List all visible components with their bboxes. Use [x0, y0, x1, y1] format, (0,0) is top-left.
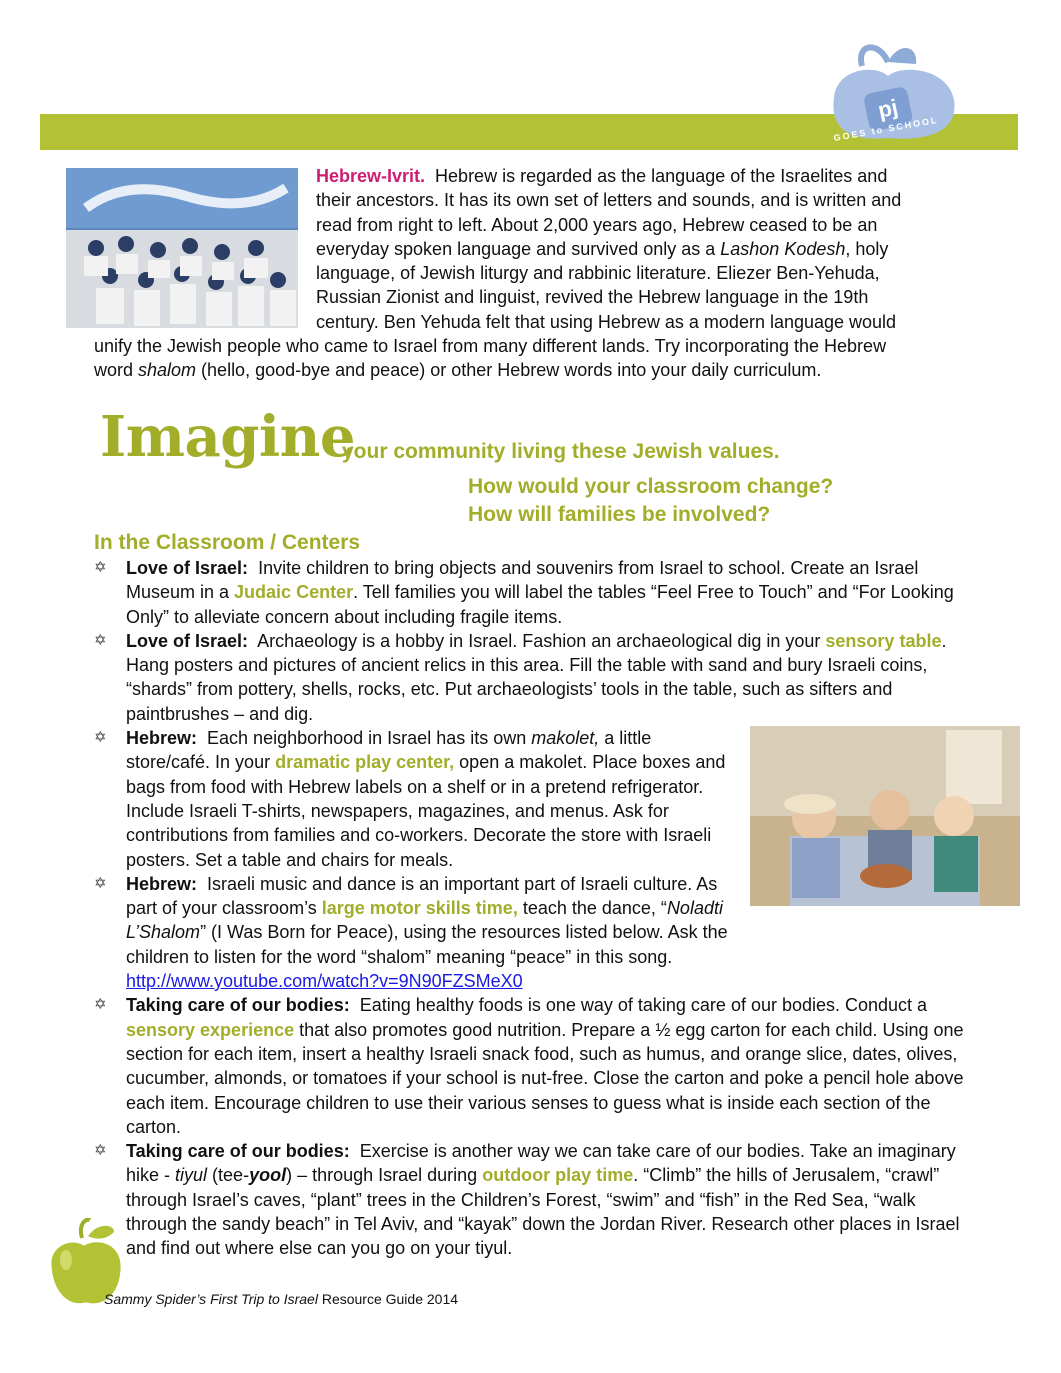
item-text: Each neighborhood in Israel has its own — [207, 728, 532, 749]
item-text: . “Climb” the hills of Jerusalem, “crawl” through Israel’s caves, “plant” trees in the Children’s Forest, “swim” and “fish” in the Red Sea, “walk through the sandy beach” in Tel Aviv, and “kayak” down the Jordan River. Research other places in Israel and find out where else can you go on your tiyul. — [126, 1165, 960, 1259]
footer-rest: Resource Guide 2014 — [317, 1291, 459, 1307]
list-item — [94, 556, 974, 629]
judaic-center-highlight: Judaic Center — [234, 582, 354, 603]
dramatic-play-center-highlight: dramatic play center, — [275, 752, 455, 773]
photo-israel-celebration — [66, 168, 298, 328]
item-text: ) – through Israel during — [286, 1165, 483, 1186]
logo-tagline: GOES to SCHOOL — [832, 114, 940, 144]
item-text: a little store/café. In your — [126, 728, 652, 773]
star-of-david-icon: ✡ — [94, 559, 107, 576]
book-title: Sammy Spider’s First Trip to Israel — [104, 1291, 318, 1307]
item-text: Invite children to bring objects and souvenirs from Israel to school. Create an Israel Museum in a — [126, 558, 919, 603]
sensory-table-highlight: sensory table — [825, 630, 942, 651]
logo-letters: pj — [875, 94, 901, 123]
large-motor-skills-highlight: large motor skills time, — [321, 898, 518, 919]
item-label: Taking care of our bodies: — [126, 1141, 350, 1162]
makolet-term: makolet, — [531, 728, 600, 749]
footer-text — [104, 1291, 458, 1307]
hebrew-line-9-start: word — [94, 360, 139, 381]
hebrew-line-4: everyday spoken language and survived only as a — [316, 238, 721, 259]
item-text: Eating healthy foods is one way of taking care of our bodies. Conduct a — [359, 995, 928, 1016]
hebrew-line-8: unify the Jewish people who came to Israel from many different lands. Try incorporating the Hebrew — [94, 336, 887, 356]
item-text: ” (I Was Born for Peace), using the resources listed below. Ask the children to listen for the word “shalom” meaning “peace” in this song. — [126, 922, 728, 967]
hebrew-paragraph-full — [94, 334, 994, 383]
imagine-line-2: How would your classroom change? — [468, 475, 834, 498]
noladti-lshalom-term: Noladti L’Shalom — [126, 898, 723, 943]
celebration-photo-icon — [66, 168, 298, 328]
item-text: . Tell families you will label the tables “Feel Free to Touch” and “For Looking Only” to alleviate concern about including fragile items. — [126, 582, 954, 627]
item-text: that also promotes good nutrition. Prepare a ½ egg carton for each child. Using one section for each item, insert a healthy Israeli snack food, such as humus, and orange slice, dates, olives, cucumber, almonds, or tomatoes if your school is nut-free. Close the carton and poke a pencil hole above each item. Encourage children to use their various senses to guess what is inside each section of the carton. — [126, 1019, 964, 1137]
lashon-kodesh-term: Lashon Kodesh — [720, 238, 846, 259]
star-of-david-icon: ✡ — [94, 874, 107, 892]
list-item — [94, 629, 974, 726]
pj-goes-to-school-logo — [826, 38, 966, 148]
hebrew-title: Hebrew-Ivrit. — [316, 166, 426, 186]
hebrew-line-9-end: (hello, good-bye and peace) or other Hebrew words into your daily curriculum. — [196, 360, 822, 381]
hebrew-line-7: century. Ben Yehuda felt that using Hebrew as a modern language would — [316, 311, 897, 332]
hebrew-line-1: Hebrew is regarded as the language of the Israelites and — [435, 166, 888, 186]
classroom-list — [94, 556, 974, 1261]
list-item — [94, 726, 736, 872]
sensory-experience-highlight: sensory experience — [126, 1019, 295, 1040]
tiyul-term: tiyul — [175, 1165, 208, 1186]
star-of-david-icon: ✡ — [94, 729, 107, 747]
outdoor-play-time-highlight: outdoor play time — [482, 1165, 634, 1186]
hebrew-line-6: Russian Zionist and linguist, revived the Hebrew language in the 19th — [316, 287, 869, 308]
item-text: open a makolet. Place boxes and bags from food with Hebrew labels on a shelf or in a pretend refrigerator. Include Israeli T-shirts, newspapers, magazines, and menus. Ask for contributions from families and co-workers. Decorate the store with Israeli posters. Set a table and chairs for meals. — [126, 752, 726, 870]
hebrew-line-4-end: , holy — [845, 238, 889, 259]
item-label: Hebrew: — [126, 728, 198, 749]
imagine-line-1: your community living these Jewish values. — [342, 440, 780, 463]
item-text: Exercise is another way we can take care of our bodies. Take an imaginary hike - — [126, 1141, 956, 1186]
hebrew-line-5: language, of Jewish liturgy and rabbinic literature. Eliezer Ben-Yehuda, — [316, 263, 880, 284]
item-label: Love of Israel: — [126, 630, 249, 651]
star-of-david-icon: ✡ — [94, 631, 107, 649]
imagine-title: Imagine — [100, 404, 356, 470]
item-label: Love of Israel: — [126, 558, 249, 578]
item-text: (tee- — [207, 1165, 250, 1186]
item-text: Israeli music and dance is an important part of Israeli culture. As part of your classroom’s — [126, 873, 718, 919]
hebrew-line-3: read from right to left. About 2,000 years ago, Hebrew ceased to be an — [316, 214, 878, 235]
list-item — [94, 993, 974, 1139]
list-item — [94, 872, 974, 993]
classroom-heading: In the Classroom / Centers — [94, 531, 361, 554]
yool-term: yool — [249, 1165, 287, 1186]
item-text: teach the dance, “ — [517, 898, 667, 919]
star-of-david-icon: ✡ — [94, 1142, 107, 1160]
item-text: Archaeology is a hobby in Israel. Fashion an archaeological dig in your — [257, 630, 826, 651]
list-item — [94, 1139, 974, 1260]
shalom-term: shalom — [138, 360, 197, 381]
item-label: Hebrew: — [126, 873, 198, 894]
item-label: Taking care of our bodies: — [126, 995, 350, 1016]
hebrew-line-2: their ancestors. It has its own set of letters and sounds, and is written and — [316, 190, 902, 211]
hebrew-paragraph — [316, 164, 986, 334]
item-text: . Hang posters and pictures of ancient relics in this area. Fill the table with sand and bury Israeli coins, “shards” from pottery, shells, rocks, etc. Put archaeologists’ tools in the table, such as sifters and paintbrushes – and dig. — [126, 630, 947, 724]
youtube-link[interactable]: http://www.youtube.com/watch?v=9N90FZSMeX0 — [126, 971, 523, 992]
star-of-david-icon: ✡ — [94, 996, 107, 1014]
imagine-line-3: How will families be involved? — [468, 503, 771, 526]
